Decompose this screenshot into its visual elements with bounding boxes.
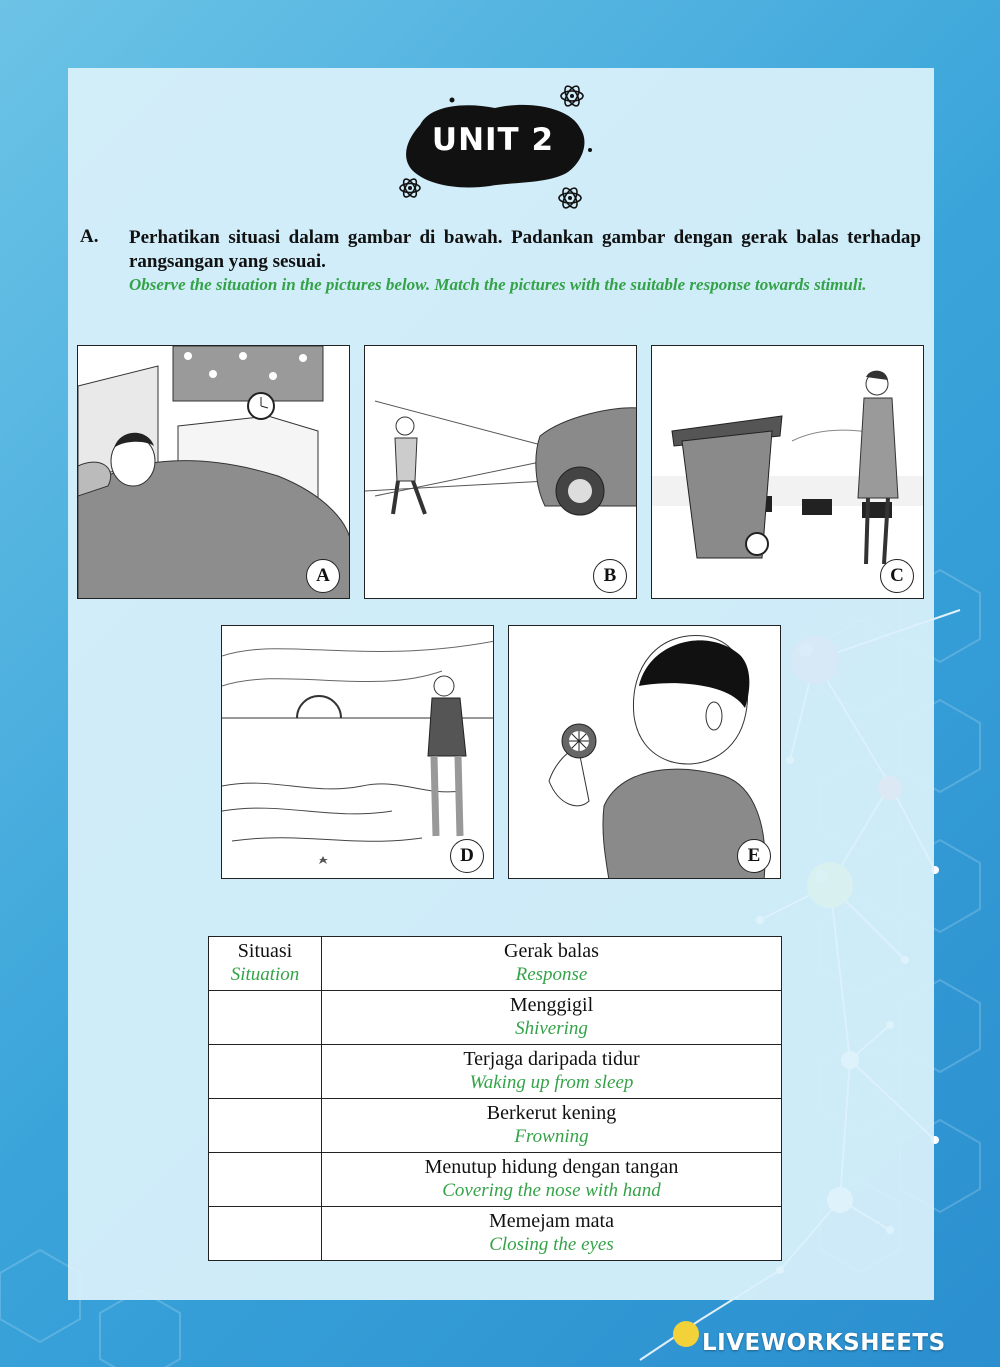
response-ms: Terjaga daripada tidur xyxy=(463,1048,640,1070)
unit-title: UNIT 2 xyxy=(431,122,555,158)
table-row xyxy=(209,1207,782,1261)
header-response-ms: Gerak balas xyxy=(504,940,599,962)
table-header-row xyxy=(209,937,782,991)
liveworksheets-logo[interactable]: LIVEWORKSHEETS xyxy=(702,1330,946,1356)
header-response xyxy=(322,937,782,991)
header-situation xyxy=(209,937,322,991)
picture-label-b: B xyxy=(593,559,627,593)
header-situation-en: Situation xyxy=(230,964,300,985)
response-en: Shivering xyxy=(515,1018,588,1039)
response-ms: Memejam mata xyxy=(489,1210,614,1232)
response-ms: Menggigil xyxy=(509,994,594,1016)
situation-answer-cell[interactable] xyxy=(209,1153,322,1207)
picture-label-a: A xyxy=(306,559,340,593)
garbage-bin-illustration xyxy=(652,346,924,599)
response-cell xyxy=(322,991,782,1045)
question-number: A. xyxy=(80,226,99,247)
situation-answer-cell[interactable] xyxy=(209,991,322,1045)
beach-illustration xyxy=(222,626,494,879)
picture-d xyxy=(221,625,494,879)
response-cell xyxy=(322,1099,782,1153)
response-ms: Berkerut kening xyxy=(486,1102,617,1124)
response-cell xyxy=(322,1153,782,1207)
response-en: Waking up from sleep xyxy=(469,1072,634,1093)
question-text-malay: Perhatikan situasi dalam gambar di bawah. Padankan gambar dengan gerak balas terhadap rangsangan yang sesuai. xyxy=(129,227,921,272)
situation-answer-cell[interactable] xyxy=(209,1099,322,1153)
response-en: Frowning xyxy=(514,1126,589,1147)
boy-lemon-illustration xyxy=(509,626,781,879)
table-row xyxy=(209,1153,782,1207)
response-matching-table xyxy=(208,936,782,1261)
response-cell xyxy=(322,1207,782,1261)
table-row xyxy=(209,1099,782,1153)
table-row xyxy=(209,1045,782,1099)
situation-answer-cell[interactable] xyxy=(209,1207,322,1261)
response-cell xyxy=(322,1045,782,1099)
picture-label-e: E xyxy=(737,839,771,873)
picture-b xyxy=(364,345,637,599)
response-en: Covering the nose with hand xyxy=(442,1180,661,1201)
response-en: Closing the eyes xyxy=(489,1234,614,1255)
situation-answer-cell[interactable] xyxy=(209,1045,322,1099)
car-headlights-illustration xyxy=(365,346,637,599)
sleeping-boy-illustration xyxy=(78,346,350,599)
response-ms: Menutup hidung dengan tangan xyxy=(424,1156,679,1178)
picture-label-d: D xyxy=(450,839,484,873)
header-situation-ms: Situasi xyxy=(237,940,293,962)
question-text-english: Observe the situation in the pictures below. Match the pictures with the suitable response towards stimuli. xyxy=(129,275,867,294)
table-row xyxy=(209,991,782,1045)
picture-label-c: C xyxy=(880,559,914,593)
picture-e xyxy=(508,625,781,879)
picture-c xyxy=(651,345,924,599)
picture-a xyxy=(77,345,350,599)
header-response-en: Response xyxy=(515,964,588,985)
